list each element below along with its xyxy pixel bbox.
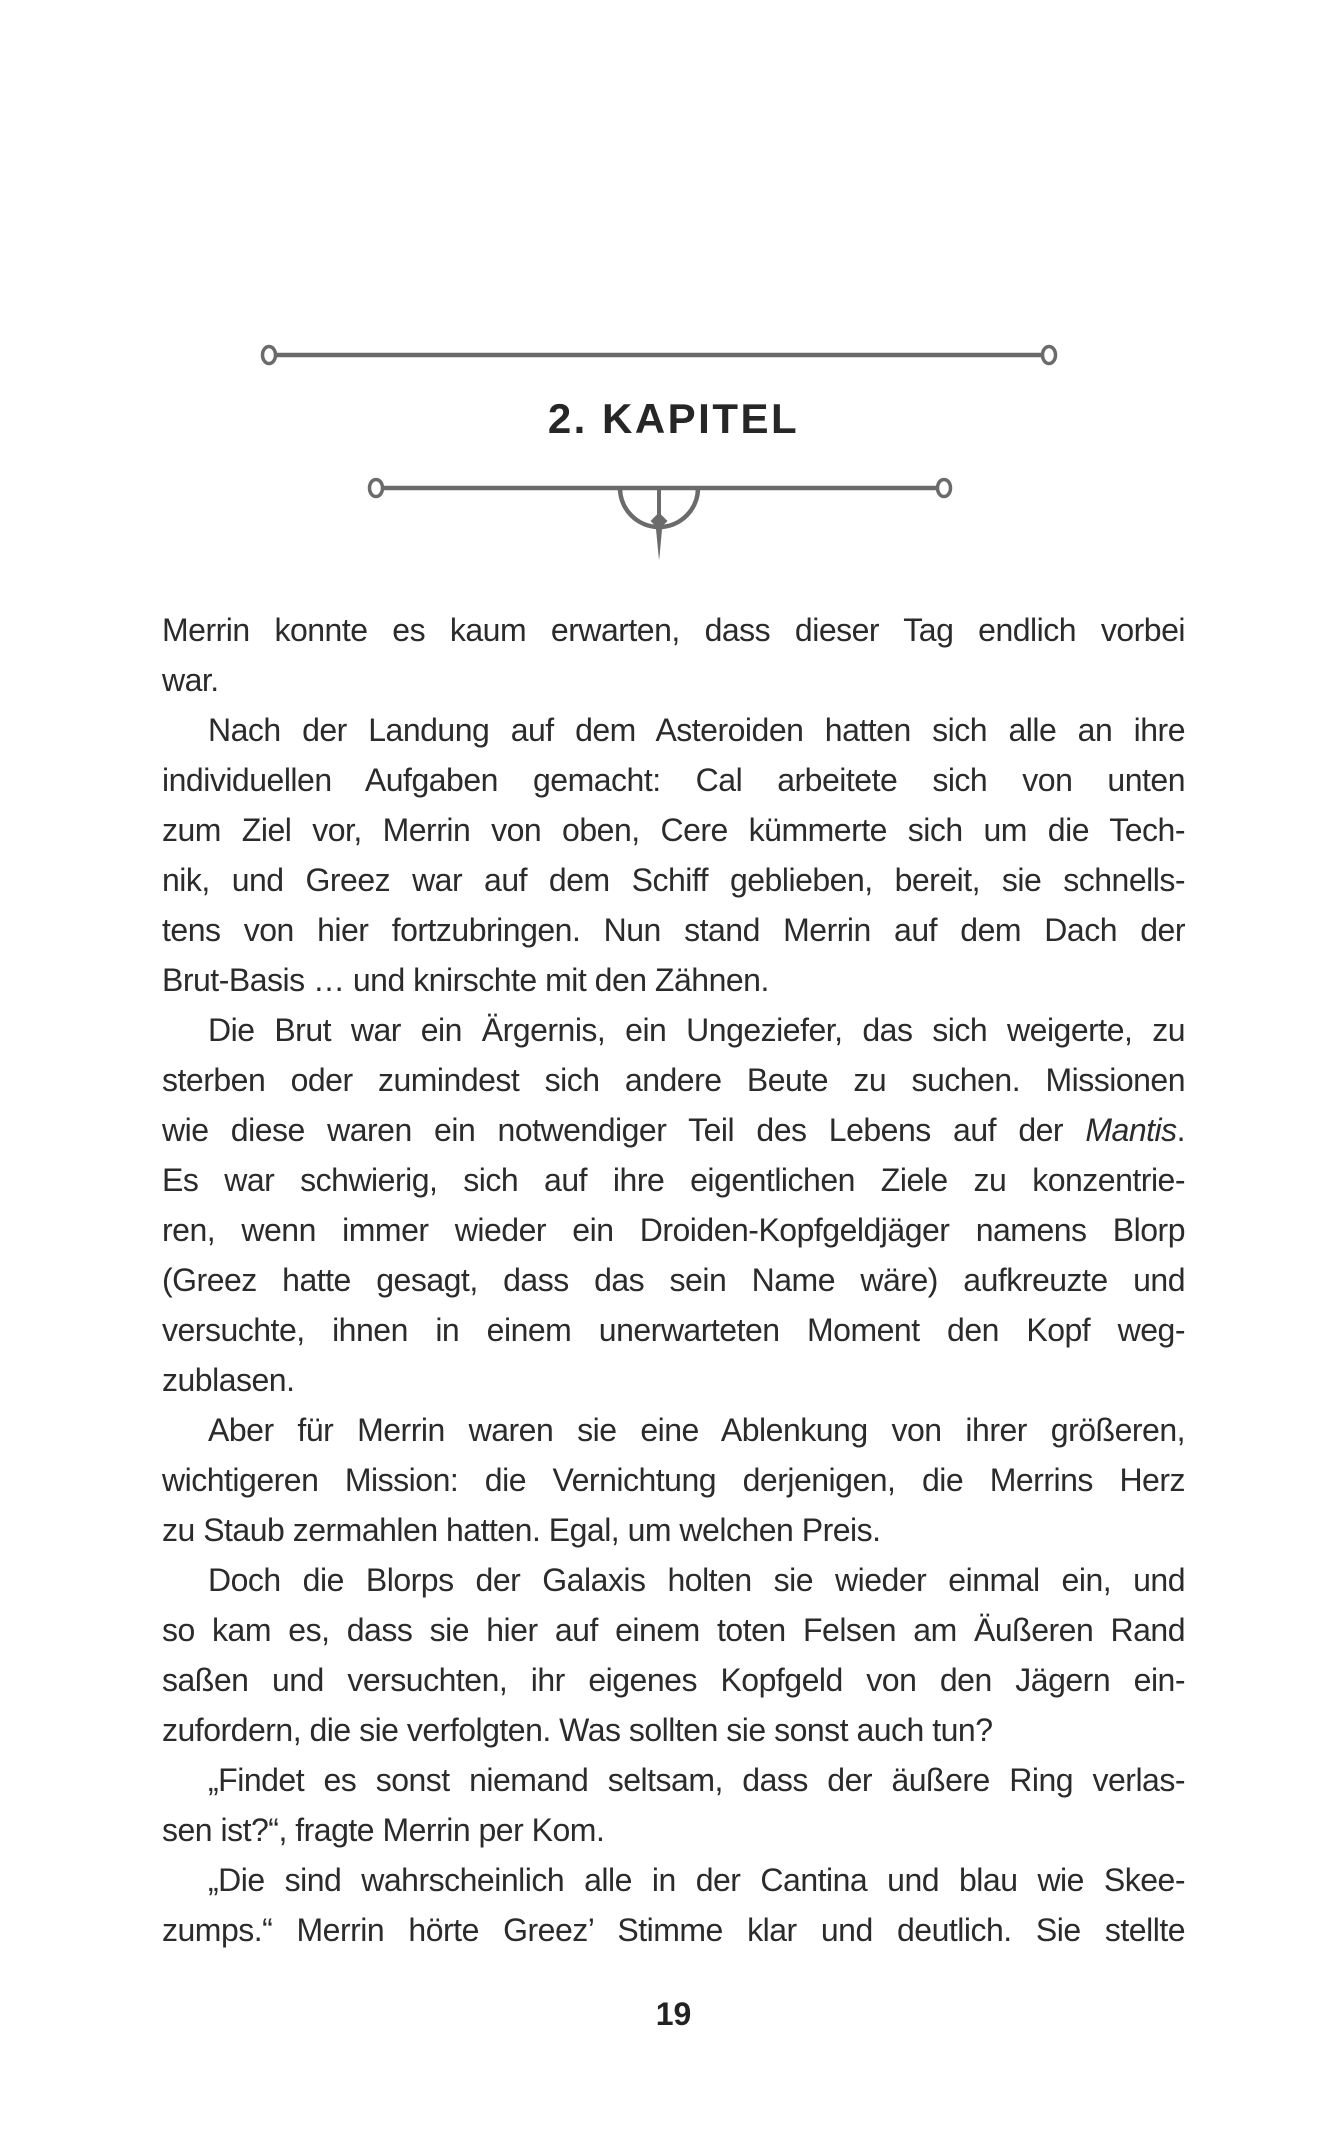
- body-line: zum Ziel vor, Merrin von oben, Cere kümmerte sich um die Tech-: [162, 812, 1185, 848]
- body-line: saßen und versuchten, ihr eigenes Kopfgeld von den Jägern ein-: [162, 1662, 1185, 1698]
- body-line: sen ist?“, fragte Merrin per Kom.: [162, 1812, 605, 1848]
- chapter-rule-mid: [360, 468, 960, 568]
- chapter-title: 2. KAPITEL: [547, 395, 800, 442]
- body-line: Es war schwierig, sich auf ihre eigentlichen Ziele zu konzentrie-: [162, 1162, 1185, 1198]
- body-line: zu Staub zermahlen hatten. Egal, um welchen Preis.: [162, 1512, 881, 1548]
- body-line: versuchte, ihnen in einem unerwarteten Moment den Kopf weg-: [162, 1312, 1185, 1348]
- body-line: wichtigeren Mission: die Vernichtung derjenigen, die Merrins Herz: [162, 1462, 1185, 1498]
- body-line: individuellen Aufgaben gemacht: Cal arbeitete sich von unten: [162, 762, 1185, 798]
- body-line: tens von hier fortzubringen. Nun stand Merrin auf dem Dach der: [162, 912, 1185, 948]
- body-line: (Greez hatte gesagt, dass das sein Name wäre) aufkreuzte und: [162, 1262, 1185, 1298]
- body-line: Aber für Merrin waren sie eine Ablenkung von ihrer größeren,: [208, 1412, 1185, 1448]
- body-line: wie diese waren ein notwendiger Teil des Lebens auf der Mantis.: [162, 1112, 1185, 1148]
- body-line: so kam es, dass sie hier auf einem toten Felsen am Äußeren Rand: [162, 1612, 1185, 1648]
- ring-end-icon: [370, 480, 383, 497]
- body-line: „Die sind wahrscheinlich alle in der Cantina und blau wie Skee-: [208, 1862, 1185, 1898]
- body-line: Brut-Basis … und knirschte mit den Zähnen.: [162, 962, 769, 998]
- body-line: Doch die Blorps der Galaxis holten sie wieder einmal ein, und: [208, 1562, 1185, 1598]
- body-line: zufordern, die sie verfolgten. Was sollten sie sonst auch tun?: [162, 1712, 993, 1748]
- body-text: [162, 605, 1185, 1955]
- page-number: 19: [655, 1996, 692, 2032]
- body-line: zumps.“ Merrin hörte Greez’ Stimme klar und deutlich. Sie stellte: [162, 1912, 1185, 1948]
- body-line: „Findet es sonst niemand seltsam, dass der äußere Ring verlas-: [208, 1762, 1185, 1798]
- body-line: war.: [162, 662, 219, 698]
- ring-end-icon: [263, 347, 276, 364]
- body-line: nik, und Greez war auf dem Schiff geblieben, bereit, sie schnells-: [162, 862, 1185, 898]
- body-line: Die Brut war ein Ärgernis, ein Ungeziefer, das sich weigerte, zu: [208, 1012, 1185, 1048]
- body-line: zublasen.: [162, 1362, 295, 1398]
- compass-needle-ornament-icon: [620, 488, 698, 560]
- body-line: Nach der Landung auf dem Asteroiden hatten sich alle an ihre: [208, 712, 1185, 748]
- body-line: Merrin konnte es kaum erwarten, dass dieser Tag endlich vorbei: [162, 612, 1185, 648]
- ring-end-icon: [938, 480, 951, 497]
- chapter-rule-top: [255, 336, 1065, 376]
- body-line: sterben oder zumindest sich andere Beute zu suchen. Missionen: [162, 1062, 1185, 1098]
- body-line: ren, wenn immer wieder ein Droiden-Kopfgeldjäger namens Blorp: [162, 1212, 1185, 1248]
- ring-end-icon: [1043, 347, 1056, 364]
